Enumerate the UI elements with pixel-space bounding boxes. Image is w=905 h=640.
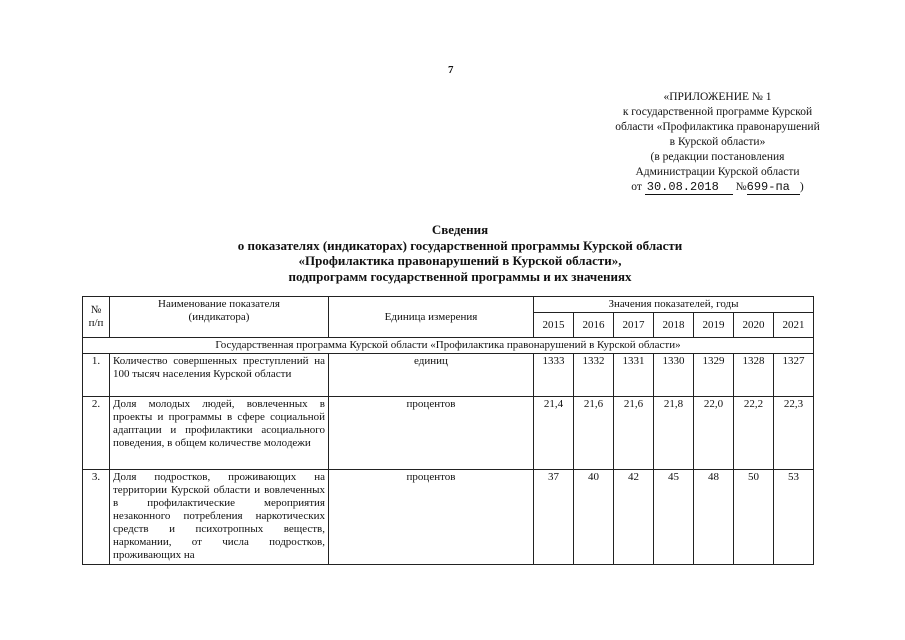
appendix-line: области «Профилактика правонарушений — [615, 121, 820, 133]
row-num: 2. — [83, 397, 110, 470]
row-value: 37 — [534, 470, 574, 565]
page-number: 7 — [448, 64, 454, 76]
table-row — [83, 470, 814, 565]
row-value: 40 — [574, 470, 614, 565]
header-indicator-name: Наименование показателя (индикатора) — [110, 297, 329, 338]
header-year: 2017 — [614, 313, 654, 338]
row-value: 1333 — [534, 354, 574, 397]
title-line: Сведения — [431, 222, 489, 237]
row-unit: процентов — [329, 397, 534, 470]
header-year: 2021 — [774, 313, 814, 338]
row-value: 50 — [734, 470, 774, 565]
program-title: Государственная программа Курской области «Профилактика правонарушений в Курской области» — [83, 338, 814, 354]
row-value: 22,2 — [734, 397, 774, 470]
title-line: подпрограмм государственной программы и их значениях — [288, 268, 632, 284]
document-title — [160, 222, 760, 284]
resolution-number: 699-па — [747, 180, 800, 195]
title-line: о показателях (индикаторах) государственной программы Курской области — [237, 237, 683, 253]
header-year: 2018 — [654, 313, 694, 338]
appendix-line: к государственной программе Курской — [622, 106, 813, 118]
row-value: 21,6 — [614, 397, 654, 470]
table-header-row — [83, 297, 814, 313]
row-value: 1329 — [694, 354, 734, 397]
row-value: 21,8 — [654, 397, 694, 470]
row-value: 42 — [614, 470, 654, 565]
row-value: 21,4 — [534, 397, 574, 470]
title-line: «Профилактика правонарушений в Курской области», — [298, 253, 622, 268]
row-value: 1330 — [654, 354, 694, 397]
indicators-table — [82, 296, 814, 565]
row-value: 22,0 — [694, 397, 734, 470]
row-value: 1328 — [734, 354, 774, 397]
appendix-line: Администрации Курской области — [635, 166, 800, 178]
row-unit: процентов — [329, 470, 534, 565]
resolution-date-line — [580, 180, 855, 195]
row-unit: единиц — [329, 354, 534, 397]
row-num: 3. — [83, 470, 110, 565]
header-unit: Единица измерения — [329, 297, 534, 338]
program-row — [83, 338, 814, 354]
row-value: 1327 — [774, 354, 814, 397]
row-num: 1. — [83, 354, 110, 397]
row-indicator-name: Количество совершенных преступлений на 100 тысяч населения Курской области — [110, 354, 329, 397]
appendix-block — [580, 90, 855, 195]
row-indicator-name: Доля молодых людей, вовлеченных в проекты и программы в сфере социальной адаптации и профилактики асоциального поведения, в общем количестве молодежи — [110, 397, 329, 470]
number-prefix: № — [735, 181, 747, 193]
table-row — [83, 397, 814, 470]
row-indicator-name: Доля подростков, проживающих на территории Курской области и вовлеченных в профилактические мероприятия незаконного потребления наркотических средств и психотропных веществ, наркомании, от числа подростков, проживающих на — [110, 470, 329, 565]
row-value: 22,3 — [774, 397, 814, 470]
header-values-group: Значения показателей, годы — [534, 297, 814, 313]
header-year: 2019 — [694, 313, 734, 338]
row-value: 1332 — [574, 354, 614, 397]
row-value: 45 — [654, 470, 694, 565]
appendix-line: (в редакции постановления — [650, 151, 785, 163]
number-suffix: ) — [799, 181, 804, 193]
header-year: 2020 — [734, 313, 774, 338]
resolution-date: 30.08.2018 — [645, 180, 733, 195]
date-prefix: от — [631, 181, 642, 193]
table-row — [83, 354, 814, 397]
row-value: 48 — [694, 470, 734, 565]
row-value: 21,6 — [574, 397, 614, 470]
header-num: № п/п — [83, 297, 110, 338]
appendix-line: в Курской области» — [669, 136, 766, 148]
appendix-line: «ПРИЛОЖЕНИЕ № 1 — [663, 91, 772, 103]
row-value: 1331 — [614, 354, 654, 397]
row-value: 53 — [774, 470, 814, 565]
header-year: 2016 — [574, 313, 614, 338]
header-year: 2015 — [534, 313, 574, 338]
